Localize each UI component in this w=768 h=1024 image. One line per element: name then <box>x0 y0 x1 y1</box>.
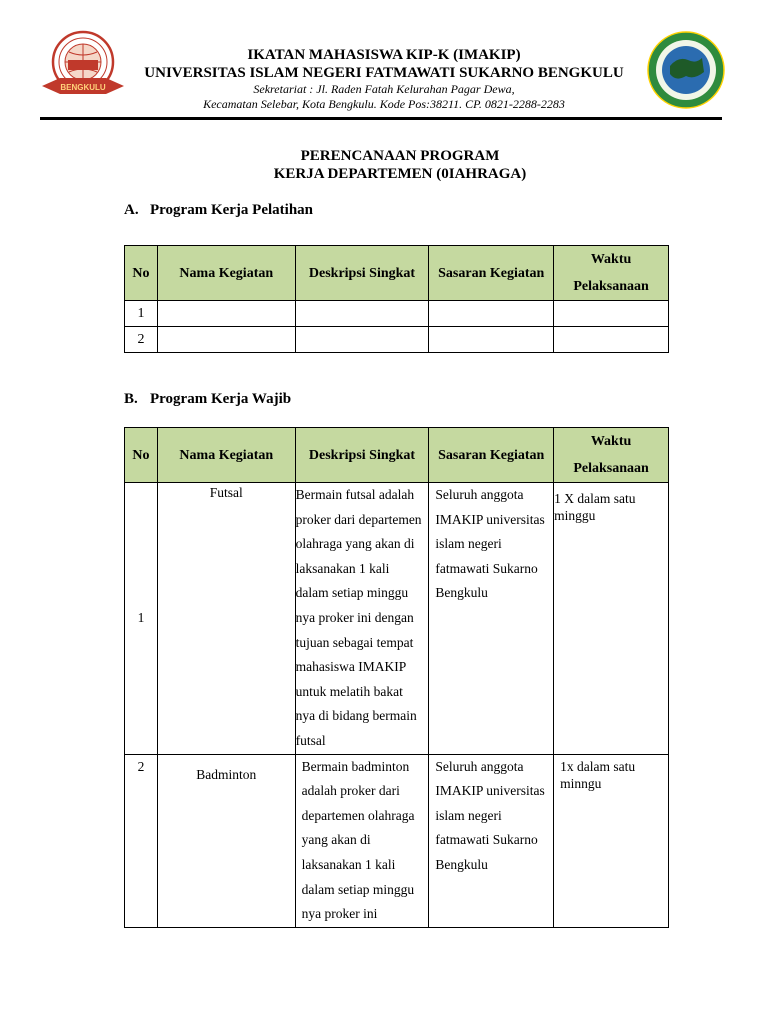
column-header-description: Deskripsi Singkat <box>295 428 429 483</box>
section-a-heading <box>124 202 313 219</box>
column-header-time-line-2: Pelaksanaan <box>573 461 649 476</box>
column-header-time <box>554 428 669 483</box>
table-header-row <box>125 246 669 301</box>
activity-name-cell: Badminton <box>157 754 295 927</box>
mandatory-program-table <box>124 427 669 928</box>
description-line: Bermain badminton <box>301 758 410 774</box>
target-line: fatmawati Sukarno <box>435 832 538 848</box>
description-line: dalam setiap minggu <box>295 585 409 601</box>
column-header-name: Nama Kegiatan <box>157 246 295 301</box>
column-header-no: No <box>125 428 158 483</box>
table-header-row <box>125 428 669 483</box>
target-cell <box>429 301 554 327</box>
column-header-no: No <box>125 246 158 301</box>
description-line: departemen olahraga <box>301 807 415 823</box>
description-line: dalam setiap minggu <box>301 881 415 897</box>
training-program-table <box>124 245 669 353</box>
row-number: 2 <box>125 327 158 353</box>
column-header-name: Nama Kegiatan <box>157 428 295 483</box>
header-divider <box>40 117 722 120</box>
target-line: Bengkulu <box>435 585 488 601</box>
organization-name: IKATAN MAHASISWA KIP-K (IMAKIP) <box>247 47 521 63</box>
svg-text:BENGKULU: BENGKULU <box>60 83 106 92</box>
time-line: minngu <box>560 775 602 791</box>
time-line: minggu <box>554 508 596 523</box>
description-line: futsal <box>295 732 326 748</box>
row-number: 2 <box>125 754 158 927</box>
target-line: IMAKIP universitas <box>435 511 545 527</box>
target-cell <box>429 327 554 353</box>
description-line: proker dari departemen <box>295 511 422 527</box>
section-b-letter: B. <box>124 391 138 407</box>
description-line: nya proker ini dengan <box>295 609 414 625</box>
column-header-time-line-1: Waktu <box>590 252 632 267</box>
description-cell <box>295 483 429 755</box>
university-name: UNIVERSITAS ISLAM NEGERI FATMAWATI SUKARNO BENGKULU <box>144 65 624 81</box>
row-number: 1 <box>125 301 158 327</box>
table-row <box>125 327 669 353</box>
target-line: islam negeri <box>435 536 502 552</box>
description-line: mahasiswa IMAKIP <box>295 659 407 675</box>
table-row <box>125 483 669 755</box>
row-number: 1 <box>125 483 158 755</box>
description-cell <box>295 301 429 327</box>
target-line: Bengkulu <box>435 856 488 872</box>
section-a-title: Program Kerja Pelatihan <box>150 202 314 218</box>
target-cell <box>429 754 554 927</box>
target-line: islam negeri <box>435 807 502 823</box>
description-line: untuk melatih bakat <box>295 683 403 699</box>
description-line: laksanakan 1 kali <box>301 856 396 872</box>
section-b-heading <box>124 391 291 408</box>
time-cell <box>554 483 669 755</box>
activity-name-cell <box>157 327 295 353</box>
time-cell <box>554 301 669 327</box>
time-cell <box>554 754 669 927</box>
description-line: laksanakan 1 kali <box>295 560 390 576</box>
table-row <box>125 301 669 327</box>
column-header-time-line-2: Pelaksanaan <box>573 279 649 294</box>
column-header-time <box>554 246 669 301</box>
description-line: adalah proker dari <box>301 783 400 799</box>
target-line: Seluruh anggota <box>435 487 524 502</box>
activity-name-cell <box>157 301 295 327</box>
column-header-target: Sasaran Kegiatan <box>429 428 554 483</box>
time-line: 1x dalam satu <box>560 758 636 774</box>
section-b-title: Program Kerja Wajib <box>150 391 292 407</box>
activity-name-cell: Futsal <box>157 483 295 755</box>
section-a-letter: A. <box>124 202 139 218</box>
document-title-line-1: PERENCANAAN PROGRAM <box>300 148 500 164</box>
description-line: nya di bidang bermain <box>295 708 417 724</box>
document-title-line-2: KERJA DEPARTEMEN (0IAHRAGA) <box>273 166 527 182</box>
description-line: olahraga yang akan di <box>295 536 415 552</box>
target-line: IMAKIP universitas <box>435 783 545 799</box>
description-line: yang akan di <box>301 832 371 848</box>
target-line: Seluruh anggota <box>435 758 524 774</box>
description-line: tujuan sebagai tempat <box>295 634 414 650</box>
target-cell <box>429 483 554 755</box>
description-line: nya proker ini <box>301 906 378 922</box>
time-cell <box>554 327 669 353</box>
table-row <box>125 754 669 927</box>
column-header-time-line-1: Waktu <box>590 434 632 449</box>
address-line-1: Sekretariat : Jl. Raden Fatah Kelurahan Pagar Dewa, <box>253 82 515 96</box>
column-header-target: Sasaran Kegiatan <box>429 246 554 301</box>
column-header-description: Deskripsi Singkat <box>295 246 429 301</box>
address-line-2: Kecamatan Selebar, Kota Bengkulu. Kode Pos:38211. CP. 0821-2288-2283 <box>203 97 565 111</box>
description-cell <box>295 754 429 927</box>
time-line: 1 X dalam satu <box>554 491 636 506</box>
description-line: Bermain futsal adalah <box>295 487 415 502</box>
description-cell <box>295 327 429 353</box>
target-line: fatmawati Sukarno <box>435 560 538 576</box>
